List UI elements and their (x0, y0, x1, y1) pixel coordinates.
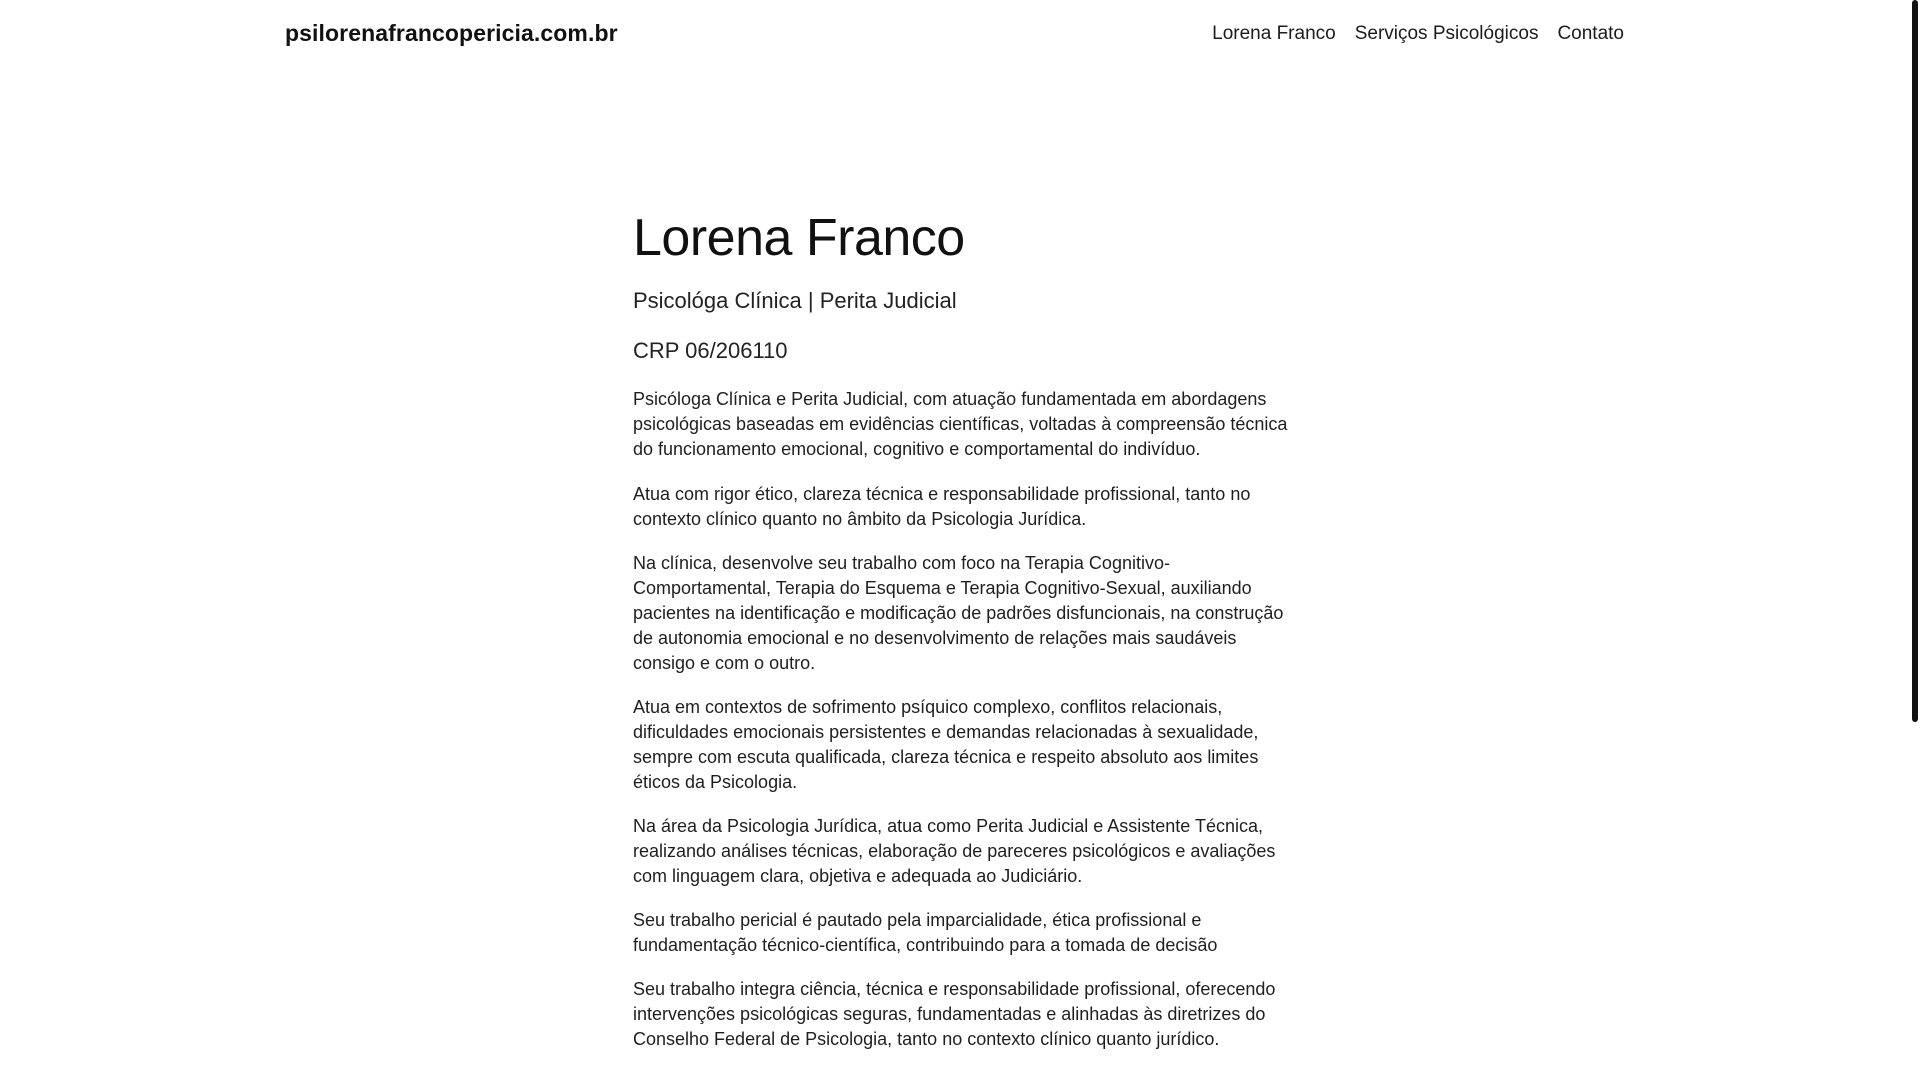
paragraph-ethics: Atua com rigor ético, clareza técnica e responsabilidade profissional, tanto no contexto clínico quanto no âmbito da Psicologia Jurídica. (633, 484, 1251, 529)
paragraph-forensic: Seu trabalho pericial é pautado pela imparcialidade, ética profissional e fundamentação técnico-científica, contribuindo para a tomada de decisão (633, 910, 1218, 955)
page-title: Lorena Franco (633, 209, 965, 267)
paragraph-clinical: Na clínica, desenvolve seu trabalho com foco na Terapia Cognitivo-Comportamental, Terapia do Esquema e Terapia Cognitivo-Sexual, auxiliando pacientes na identificação e modificação de padrões disfuncionais, na construção de autonomia emocional e no desenvolvimento de relações mais saudáveis consigo e com o outro. (633, 553, 1284, 673)
paragraph-legal: Na área da Psicologia Jurídica, atua como Perita Judicial e Assistente Técnica, realizando análises técnicas, elaboração de pareceres psicológicos e avaliações com linguagem clara, objetiva e adequada ao Judiciário. (633, 816, 1276, 886)
page-scrollbar[interactable] (1910, 0, 1920, 1080)
main-nav (1212, 23, 1624, 45)
nav-link-contato[interactable]: Contato (1557, 23, 1624, 44)
page-subtitle: Psicológa Clínica | Perita Judicial (633, 288, 957, 313)
paragraph-contexts: Atua em contextos de sofrimento psíquico complexo, conflitos relacionais, dificuldades emocionais persistentes e demandas relacionadas à sexualidade, sempre com escuta qualificada, clareza técnica e respeito absoluto aos limites éticos da Psicologia. (633, 697, 1259, 792)
crp-registration: CRP 06/206110 (633, 338, 788, 363)
site-header (0, 0, 1910, 70)
paragraph-intro: Psicóloga Clínica e Perita Judicial, com atuação fundamentada em abordagens psicológicas baseadas em evidências científicas, voltadas à compreensão técnica do funcionamento emocional, cognitivo e comportamental do indivíduo. (633, 389, 1288, 459)
site-logo-link[interactable]: psilorenafrancopericia.com.br (285, 20, 618, 46)
paragraph-summary: Seu trabalho integra ciência, técnica e responsabilidade profissional, oferecendo intervenções psicológicas seguras, fundamentadas e alinhadas às diretrizes do Conselho Federal de Psicologia, tanto no contexto clínico quanto jurídico. (633, 979, 1276, 1049)
scrollbar-thumb[interactable] (1912, 0, 1918, 722)
nav-link-lorena-franco[interactable]: Lorena Franco (1212, 23, 1336, 44)
main-content (633, 200, 1293, 1052)
nav-link-servicos-psicologicos[interactable]: Serviços Psicológicos (1354, 23, 1539, 44)
